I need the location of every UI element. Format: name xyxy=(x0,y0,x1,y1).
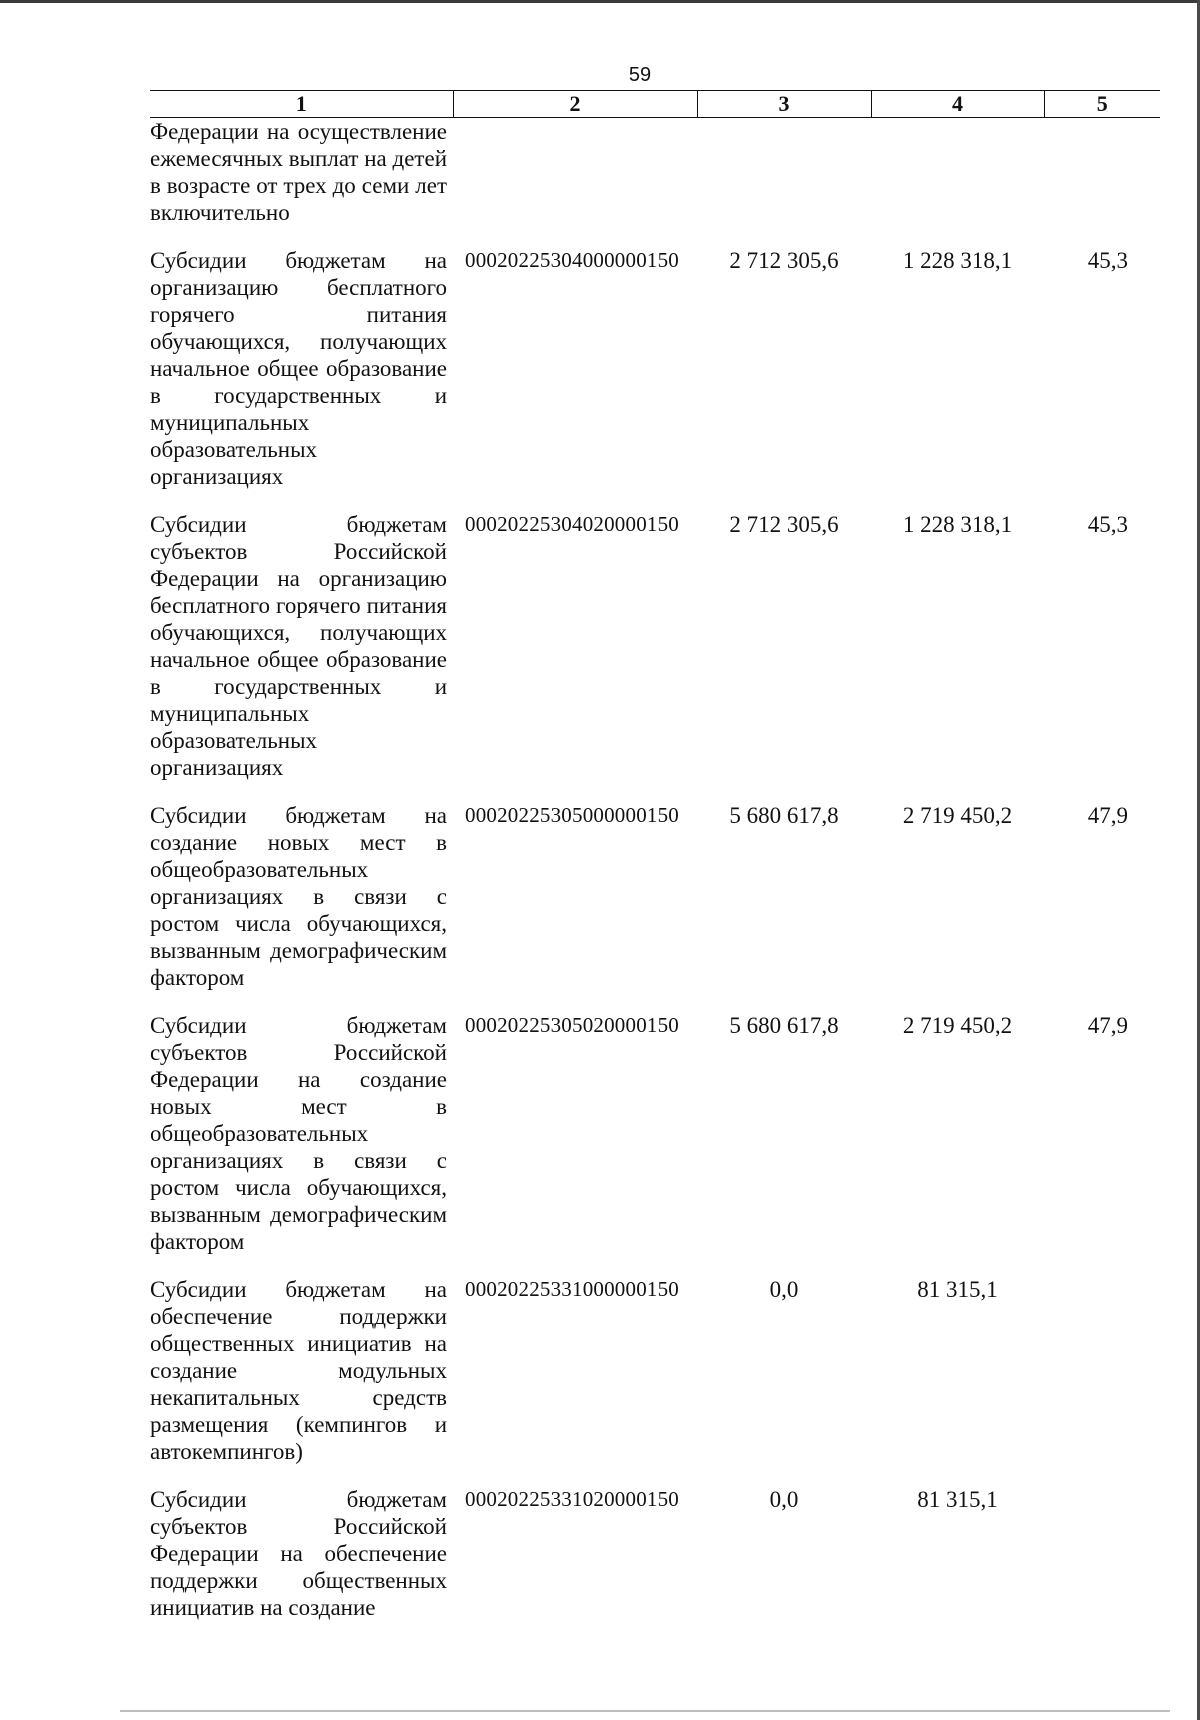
table-row xyxy=(150,1486,1160,1621)
row-name: Субсидии бюджетам субъектов Российской Федерации на обеспечение поддержки общественных инициатив на создание xyxy=(150,1487,447,1620)
row-value-5: 47,9 xyxy=(1087,1013,1128,1038)
row-code: 00020225331000000150 xyxy=(465,1277,679,1301)
budget-table xyxy=(150,90,1160,1621)
scan-border-bottom xyxy=(120,1710,1170,1712)
row-value-3: 2 712 305,6 xyxy=(729,248,839,273)
row-value-3: 0,0 xyxy=(769,1277,799,1302)
row-value-5 xyxy=(1044,1486,1160,1621)
row-name: Субсидии бюджетам субъектов Российской Федерации на организацию бесплатного горячего питания обучающихся, получающих начальное общее образование в государственных и муниципальных образовательных организациях xyxy=(150,512,447,780)
row-code xyxy=(453,118,697,248)
table-row xyxy=(150,1276,1160,1486)
row-value-5: 45,3 xyxy=(1087,248,1128,273)
table-row xyxy=(150,802,1160,1012)
row-name: Субсидии бюджетам на организацию бесплатного горячего питания обучающихся, получающих начальное общее образование в государственных и муниципальных образовательных организациях xyxy=(150,248,447,489)
row-value-5 xyxy=(1044,1276,1160,1486)
table-row xyxy=(150,247,1160,511)
column-header-4: 4 xyxy=(871,91,1044,118)
row-code: 00020225304020000150 xyxy=(465,512,679,536)
row-name: Субсидии бюджетам на обеспечение поддержки общественных инициатив на создание модульных некапитальных средств размещения (кемпингов и автокемпингов) xyxy=(150,1277,447,1464)
table-row xyxy=(150,511,1160,802)
row-value-3: 2 712 305,6 xyxy=(729,512,839,537)
row-name: Субсидии бюджетам субъектов Российской Федерации на создание новых мест в общеобразовательных организациях в связи с ростом числа обучающихся, вызванным демографическим фактором xyxy=(150,1013,447,1254)
table-row xyxy=(150,1012,1160,1276)
row-code: 00020225331020000150 xyxy=(465,1487,679,1511)
row-value-5: 45,3 xyxy=(1087,512,1128,537)
row-value-3: 5 680 617,8 xyxy=(729,803,839,828)
table-header-row xyxy=(150,91,1160,118)
page-number: 59 xyxy=(628,64,652,86)
row-value-4: 1 228 318,1 xyxy=(902,248,1013,273)
row-value-3 xyxy=(697,118,871,248)
row-value-4: 81 315,1 xyxy=(917,1487,998,1512)
column-header-5: 5 xyxy=(1044,91,1160,118)
row-code: 00020225304000000150 xyxy=(465,248,679,272)
row-value-4 xyxy=(871,118,1044,248)
row-name: Субсидии бюджетам на создание новых мест в общеобразовательных организациях в связи с ростом числа обучающихся, вызванным демографическим фактором xyxy=(150,803,447,990)
row-code: 00020225305000000150 xyxy=(465,803,679,827)
row-value-4: 81 315,1 xyxy=(917,1277,998,1302)
row-value-4: 1 228 318,1 xyxy=(902,512,1013,537)
table-row xyxy=(150,118,1160,248)
row-value-5: 47,9 xyxy=(1087,803,1128,828)
scan-border-top xyxy=(0,0,1200,3)
row-value-4: 2 719 450,2 xyxy=(902,803,1013,828)
row-code: 00020225305020000150 xyxy=(465,1013,679,1037)
row-value-3: 0,0 xyxy=(769,1487,799,1512)
row-name: Федерации на осуществление ежемесячных выплат на детей в возрасте от трех до семи лет включительно xyxy=(150,119,447,225)
column-header-1: 1 xyxy=(150,91,453,118)
row-value-5 xyxy=(1044,118,1160,248)
column-header-3: 3 xyxy=(697,91,871,118)
row-value-4: 2 719 450,2 xyxy=(902,1013,1013,1038)
column-header-2: 2 xyxy=(453,91,697,118)
row-value-3: 5 680 617,8 xyxy=(729,1013,839,1038)
